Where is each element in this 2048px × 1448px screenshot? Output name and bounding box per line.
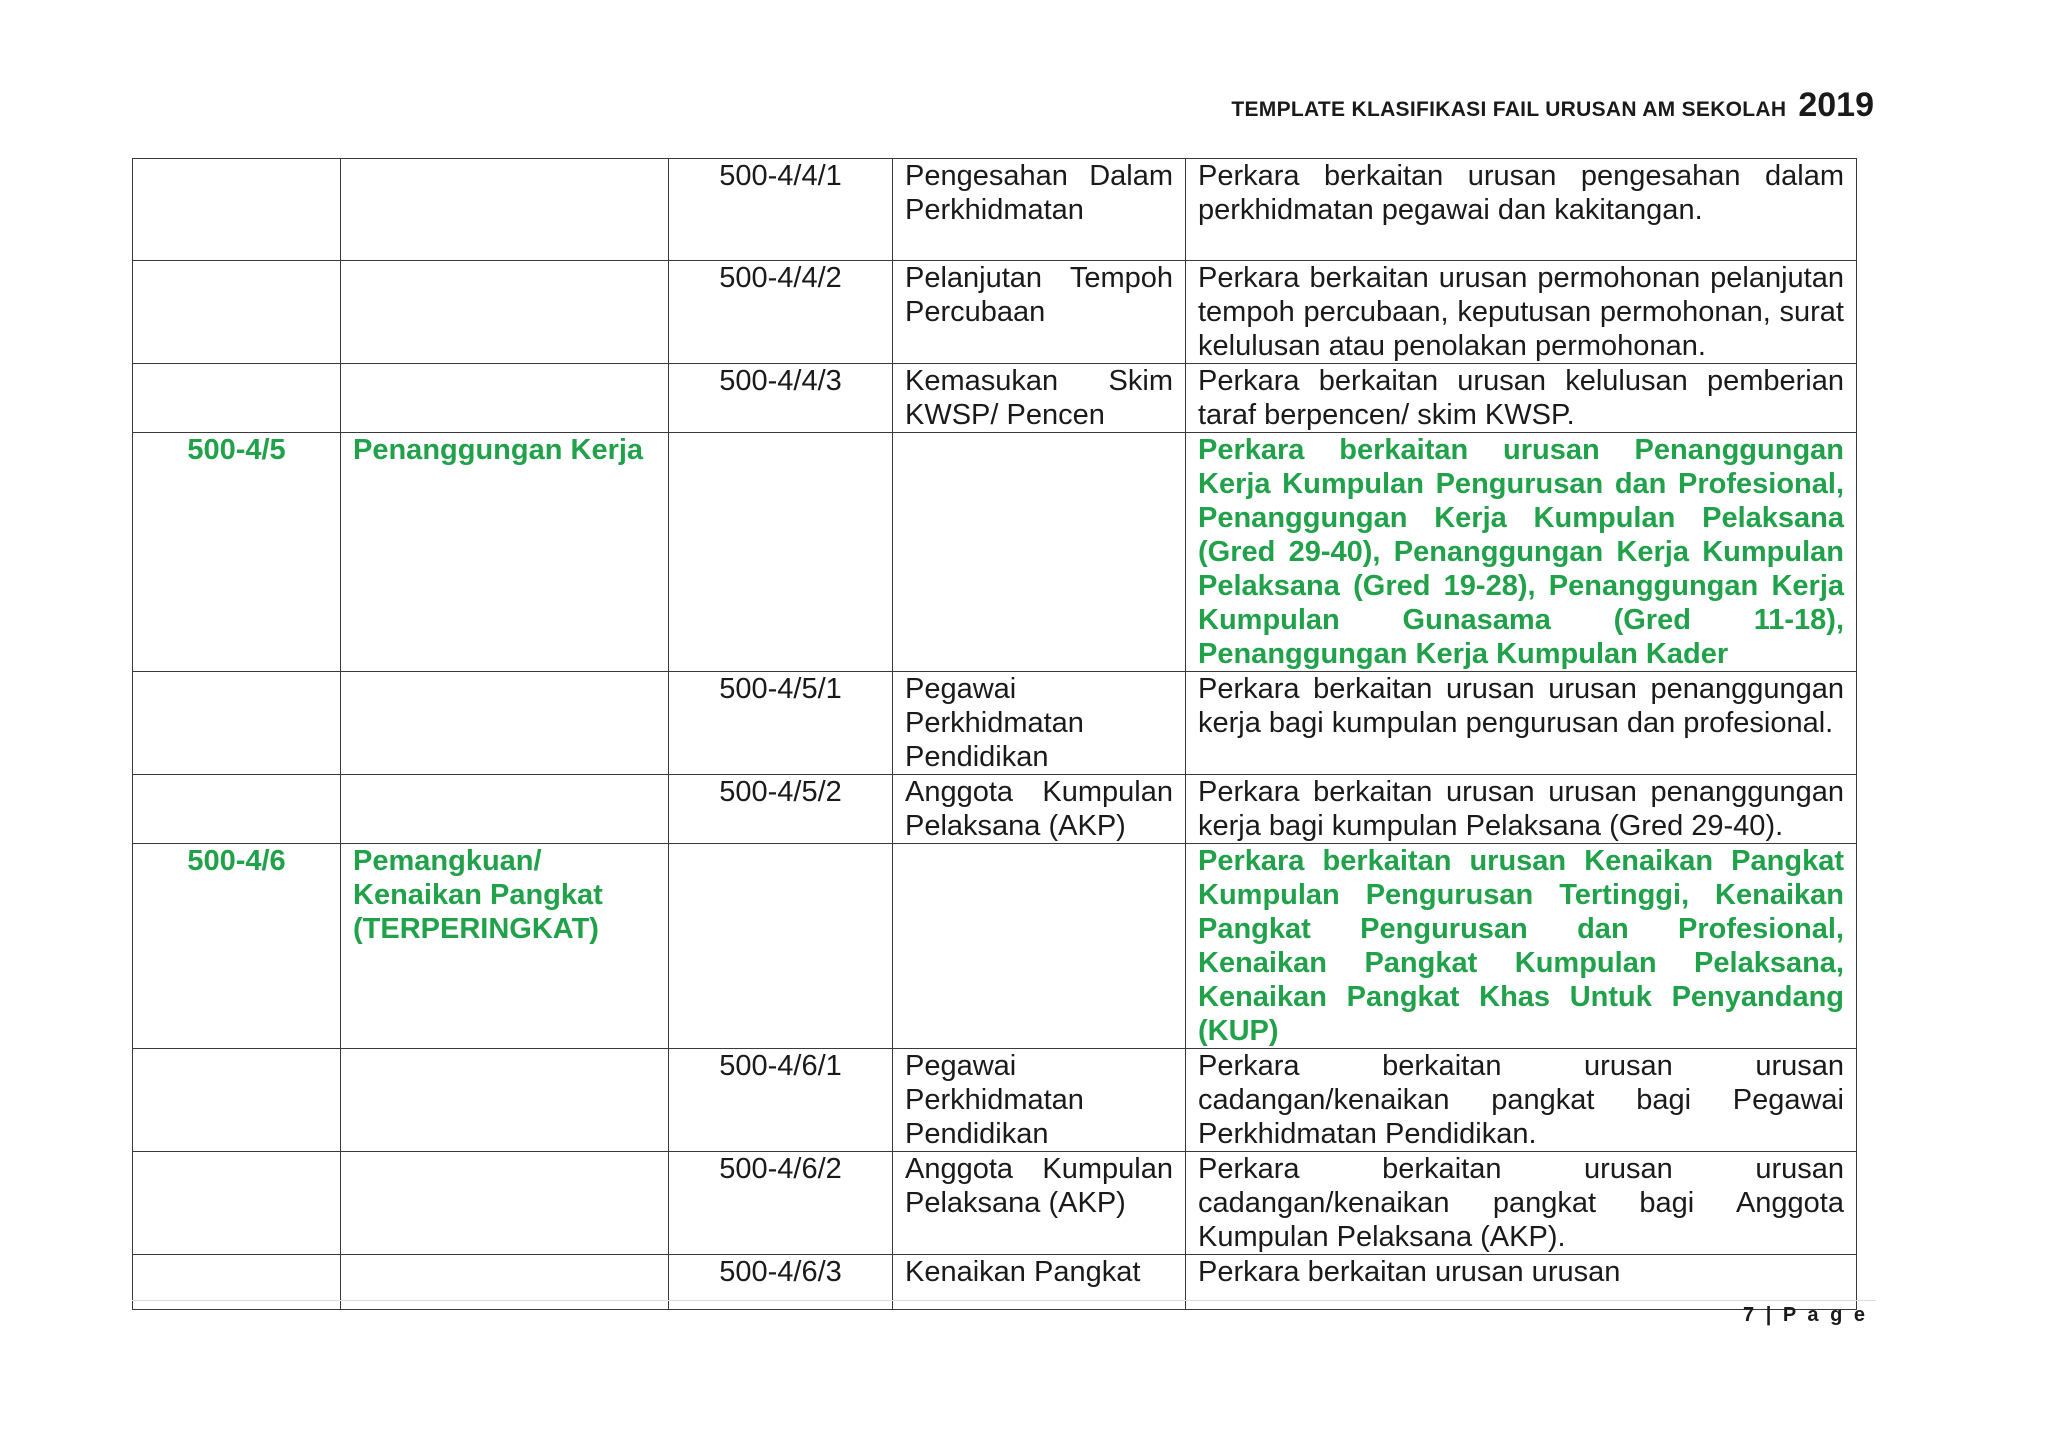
- primary-code-cell: [133, 364, 341, 433]
- sub-classification-row: [133, 1255, 1857, 1310]
- document-year: 2019: [1798, 86, 1874, 124]
- sub-classification-row: [133, 159, 1857, 261]
- primary-code-cell: [133, 775, 341, 844]
- secondary-title-cell: Pegawai Perkhidmatan Pendidikan: [893, 672, 1186, 775]
- secondary-title-cell: [893, 844, 1186, 1049]
- primary-title-cell: [341, 261, 669, 364]
- primary-code-cell: [133, 1049, 341, 1152]
- secondary-title-cell: Pegawai Perkhidmatan Pendidikan: [893, 1049, 1186, 1152]
- secondary-code-cell: 500-4/5/2: [669, 775, 893, 844]
- description-cell: Perkara berkaitan urusan urusan penanggungan kerja bagi kumpulan pengurusan dan profesional.: [1186, 672, 1857, 775]
- sub-classification-row: [133, 364, 1857, 433]
- primary-title-cell: [341, 1255, 669, 1310]
- primary-code-cell: [133, 159, 341, 261]
- description-cell: Perkara berkaitan urusan Penanggungan Kerja Kumpulan Pengurusan dan Profesional, Penanggungan Kerja Kumpulan Pelaksana (Gred 29-40), Penanggungan Kerja Kumpulan Pelaksana (Gred 19-28), Penanggungan Kerja Kumpulan Gunasama (Gred 11-18), Penanggungan Kerja Kumpulan Kader: [1186, 433, 1857, 672]
- secondary-code-cell: 500-4/5/1: [669, 672, 893, 775]
- secondary-code-cell: 500-4/6/2: [669, 1152, 893, 1255]
- primary-title-cell: [341, 1049, 669, 1152]
- description-cell: Perkara berkaitan urusan urusan: [1186, 1255, 1857, 1310]
- sub-classification-row: [133, 1152, 1857, 1255]
- primary-title-cell: [341, 672, 669, 775]
- page-number: 7 | P a g e: [1743, 1304, 1868, 1326]
- sub-classification-row: [133, 775, 1857, 844]
- secondary-title-cell: Anggota Kumpulan Pelaksana (AKP): [893, 775, 1186, 844]
- secondary-code-cell: [669, 433, 893, 672]
- page-header: [1231, 86, 1874, 125]
- description-cell: Perkara berkaitan urusan permohonan pelanjutan tempoh percubaan, keputusan permohonan, surat kelulusan atau penolakan permohonan.: [1186, 261, 1857, 364]
- primary-title-cell: [341, 159, 669, 261]
- secondary-code-cell: 500-4/4/3: [669, 364, 893, 433]
- secondary-code-cell: 500-4/4/2: [669, 261, 893, 364]
- description-cell: Perkara berkaitan urusan urusan cadangan/kenaikan pangkat bagi Anggota Kumpulan Pelaksana (AKP).: [1186, 1152, 1857, 1255]
- sub-classification-row: [133, 261, 1857, 364]
- sub-classification-row: [133, 672, 1857, 775]
- secondary-title-cell: Anggota Kumpulan Pelaksana (AKP): [893, 1152, 1186, 1255]
- secondary-code-cell: [669, 844, 893, 1049]
- secondary-title-cell: [893, 433, 1186, 672]
- description-cell: Perkara berkaitan urusan pengesahan dalam perkhidmatan pegawai dan kakitangan.: [1186, 159, 1857, 261]
- secondary-title-cell: Pengesahan Dalam Perkhidmatan: [893, 159, 1186, 261]
- secondary-title-cell: Kenaikan Pangkat: [893, 1255, 1186, 1310]
- primary-code-cell: 500-4/5: [133, 433, 341, 672]
- primary-code-cell: [133, 1255, 341, 1310]
- main-classification-row: [133, 433, 1857, 672]
- secondary-code-cell: 500-4/6/3: [669, 1255, 893, 1310]
- sub-classification-row: [133, 1049, 1857, 1152]
- footer-divider: [132, 1300, 1876, 1301]
- classification-table: [132, 158, 1857, 1310]
- description-cell: Perkara berkaitan urusan kelulusan pemberian taraf berpencen/ skim KWSP.: [1186, 364, 1857, 433]
- description-cell: Perkara berkaitan urusan urusan cadangan/kenaikan pangkat bagi Pegawai Perkhidmatan Pendidikan.: [1186, 1049, 1857, 1152]
- primary-title-cell: Penanggungan Kerja: [341, 433, 669, 672]
- primary-title-cell: [341, 1152, 669, 1255]
- description-cell: Perkara berkaitan urusan Kenaikan Pangkat Kumpulan Pengurusan Tertinggi, Kenaikan Pangkat Pengurusan dan Profesional, Kenaikan Pangkat Kumpulan Pelaksana, Kenaikan Pangkat Khas Untuk Penyandang (KUP): [1186, 844, 1857, 1049]
- main-classification-row: [133, 844, 1857, 1049]
- primary-title-cell: [341, 775, 669, 844]
- description-cell: Perkara berkaitan urusan urusan penanggungan kerja bagi kumpulan Pelaksana (Gred 29-40).: [1186, 775, 1857, 844]
- primary-code-cell: [133, 1152, 341, 1255]
- primary-title-cell: Pemangkuan/ Kenaikan Pangkat (TERPERINGKAT): [341, 844, 669, 1049]
- secondary-title-cell: Kemasukan Skim KWSP/ Pencen: [893, 364, 1186, 433]
- secondary-code-cell: 500-4/6/1: [669, 1049, 893, 1152]
- primary-code-cell: [133, 261, 341, 364]
- secondary-code-cell: 500-4/4/1: [669, 159, 893, 261]
- primary-code-cell: [133, 672, 341, 775]
- secondary-title-cell: Pelanjutan Tempoh Percubaan: [893, 261, 1186, 364]
- classification-table-body: [133, 159, 1857, 1310]
- primary-code-cell: 500-4/6: [133, 844, 341, 1049]
- document-title: TEMPLATE KLASIFIKASI FAIL URUSAN AM SEKOLAH: [1231, 98, 1787, 121]
- primary-title-cell: [341, 364, 669, 433]
